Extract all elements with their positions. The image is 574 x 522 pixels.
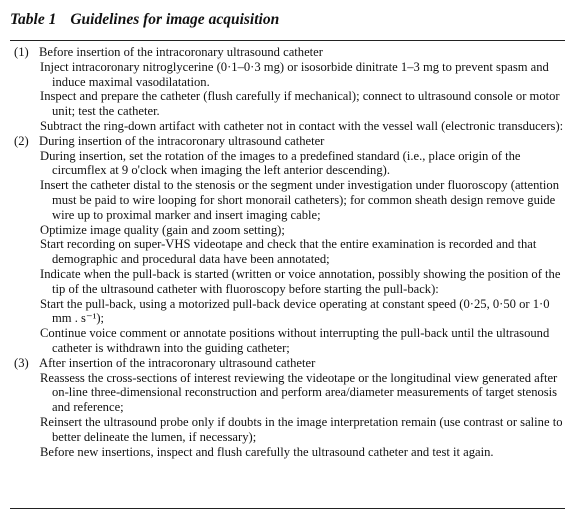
section-heading [10,356,566,371]
section-heading-text: After insertion of the intracoronary ultrasound catheter [39,355,316,370]
table-caption [10,10,279,30]
list-item: Reinsert the ultrasound probe only if doubts in the image interpretation remain (use contrast or saline to better delineate the lumen, if necessary); [40,414,563,444]
section-marker: (2) [14,133,29,148]
section-after-insertion [10,356,566,460]
table-title: Guidelines for image acquisition [70,11,280,28]
list-item: Before new insertions, inspect and flush carefully the ultrasound catheter and test it again. [40,444,494,459]
list-item: Start the pull-back, using a motorized pull-back device operating at constant speed (0·25, 0·50 or 1·0 mm . s⁻¹); [40,296,550,326]
list-item: Reassess the cross-sections of interest reviewing the videotape or the longitudinal view generated after on-line three-dimensional reconstruction and perform area/diameter measurements of target stenosis and reference; [40,370,558,415]
list-item: Insert the catheter distal to the stenosis or the segment under investigation under fluoroscopy (attention must be paid to wire looping for short monorail catheters); for common sheath design remove guide wire up to proximal marker and insert imaging cable; [40,178,560,222]
list-item: Inject intracoronary nitroglycerine (0·1–0·3 mg) or isosorbide dinitrate 1–3 mg to prevent spasm and induce maximal vasodilatation. [40,59,549,89]
section-during-insertion [10,134,566,356]
section-heading [10,134,566,149]
list-item: Subtract the ring-down artifact with catheter not in contact with the vessel wall (electronic transducers): [40,118,564,133]
top-rule [10,40,565,41]
section-marker: (1) [14,45,29,59]
table-number: Table 1 [10,11,57,28]
section-marker: (3) [14,355,29,370]
guidelines-list [10,45,566,459]
section-heading-text: During insertion of the intracoronary ultrasound catheter [39,133,325,148]
list-item: Indicate when the pull-back is started (written or voice annotation, possibly showing the position of the tip of the ultrasound catheter with fluoroscopy before starting the pull-back): [40,266,561,296]
list-item: Optimize image quality (gain and zoom setting); [40,222,285,237]
section-heading-text: Before insertion of the intracoronary ultrasound catheter [39,45,323,59]
list-item: Inspect and prepare the catheter (flush carefully if mechanical); connect to ultrasound console or motor unit; test the catheter. [40,89,560,119]
bottom-rule [10,508,565,509]
section-heading [10,45,566,60]
list-item: Continue voice comment or annotate positions without interrupting the pull-back until the ultrasound catheter is withdrawn into the guiding catheter; [40,326,550,355]
list-item: During insertion, set the rotation of the images to a predefined standard (i.e., place origin of the circumflex at 9 o'clock when imaging the left anterior descending). [40,148,521,178]
list-item: Start recording on super-VHS videotape and check that the entire examination is recorded and that demographic and procedural data have been annotated; [40,237,537,267]
section-before-insertion [10,45,566,134]
